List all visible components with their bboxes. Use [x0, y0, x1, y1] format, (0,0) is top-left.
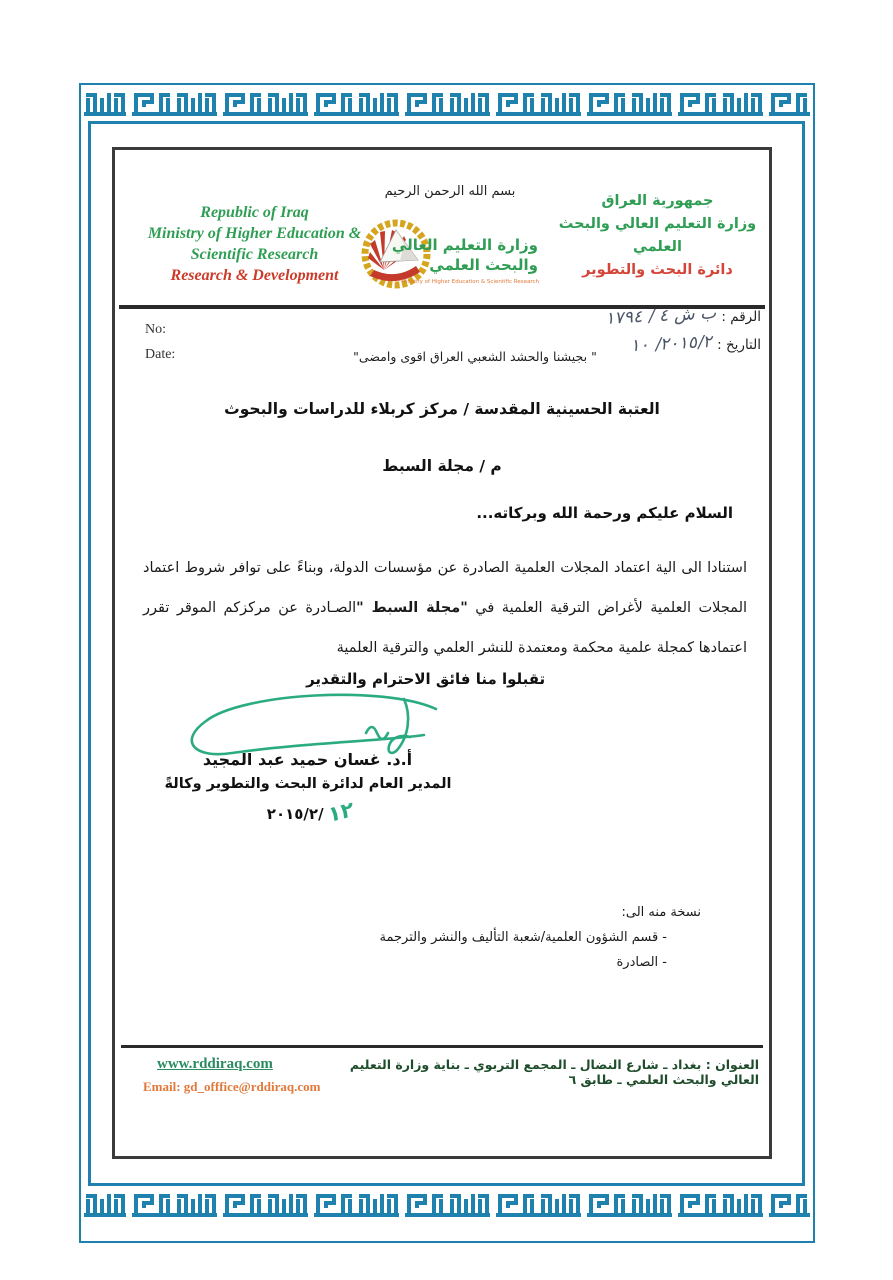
header-en-line4: Research & Development — [170, 267, 339, 284]
website-link[interactable]: www.rddiraq.com — [157, 1056, 273, 1072]
signatory-name: أ.د. غسان حميد عبد المجيد — [202, 750, 413, 769]
motto-text: " بجيشنا والحشد الشعبي العراق اقوى وامضى" — [353, 349, 597, 364]
subject-line: م / مجلة السبط — [382, 457, 502, 475]
bismillah-text: بسم الله الرحمن الرحيم — [384, 184, 516, 199]
ref-date-label: Date: — [145, 347, 176, 362]
header-ar-line1: جمهورية العراق — [601, 193, 714, 209]
ref-date-handwritten-value: ٢٠١٥/٢/ ١٠ — [630, 331, 715, 357]
ref-date-line — [630, 331, 761, 357]
signature-date-line — [210, 796, 410, 828]
header-ar-line2: وزارة التعليم العالي والبحث العلمي — [558, 216, 757, 255]
letter-body-frame — [112, 147, 772, 1159]
main-paragraph — [143, 548, 747, 668]
ref-no-label: No: — [145, 322, 166, 337]
ref-number-handwritten-value: ب ش ٤ / ١٧٩٤ — [605, 303, 720, 329]
header-arabic-block — [550, 190, 765, 282]
header-en-line2: Ministry of Higher Education & — [147, 225, 362, 242]
header-ar-line3: دائرة البحث والتطوير — [582, 262, 733, 278]
header-en-line3: Scientific Research — [190, 246, 319, 263]
paragraph-journal-name-bold: "مجلة السبط " — [356, 600, 468, 616]
closing-line: تقبلوا منا فائق الاحترام والتقدير — [306, 670, 546, 688]
kufic-border-band-top — [84, 90, 810, 118]
signature-date-typed: ٢٠١٥/٢/ — [266, 805, 324, 823]
logo-english-caption: Ministry of Higher Education & Scientific Research — [401, 279, 539, 285]
paragraph-part2: الصـادرة عن مركزكم الموقر تقرر اعتمادها كمجلة علمية محكمة ومعتمدة للنشر العلمي والترقية العلمية — [143, 600, 747, 656]
cc-item-scientific-affairs: - قسم الشؤون العلمية/شعبة التأليف والنشر والترجمة — [379, 930, 667, 945]
addressee-line: العتبة الحسينية المقدسة / مركز كربلاء للدراسات والبحوث — [224, 400, 660, 418]
ministry-logo — [358, 212, 543, 296]
logo-arabic-line2: والبحث العلمي — [429, 256, 538, 274]
footer-divider-rule — [121, 1045, 763, 1048]
email-text: Email: gd_offfice@rddiraq.com — [143, 1079, 321, 1094]
paragraph-part1: استنادا الى الية اعتماد المجلات العلمية الصادرة عن مؤسسات الدولة، وبناءً على توافر شروط اعتماد المجلات العلمية لأغراض الترقية العلمية في — [143, 560, 748, 616]
signature-date-handwritten-day: ١٢ — [326, 796, 355, 828]
cc-block — [380, 900, 701, 975]
signatory-title: المدير العام لدائرة البحث والتطوير وكالةً — [164, 776, 452, 792]
header-english-block — [137, 202, 372, 286]
header-en-line1: Republic of Iraq — [200, 204, 309, 221]
cc-item-outgoing: - الصادرة — [616, 955, 667, 970]
ref-number-line — [605, 303, 761, 329]
cc-heading: نسخة منه الى: — [621, 905, 701, 920]
ministry-emblem-icon — [358, 212, 543, 296]
ref-number-label: الرقم : — [721, 309, 761, 325]
greeting-line: السلام عليكم ورحمة الله وبركاته... — [476, 504, 733, 522]
address-line: العنوان : بغداد ـ شارع النضال ـ المجمع التربوي ـ بناية وزارة التعليم العالي والبحث العلمي ـ طابق ٦ — [349, 1057, 759, 1087]
ref-date-arabic-label: التاريخ : — [717, 337, 761, 353]
kufic-border-band-bottom — [84, 1191, 810, 1219]
logo-arabic-line1: وزارة التعليم العالي — [391, 236, 538, 254]
